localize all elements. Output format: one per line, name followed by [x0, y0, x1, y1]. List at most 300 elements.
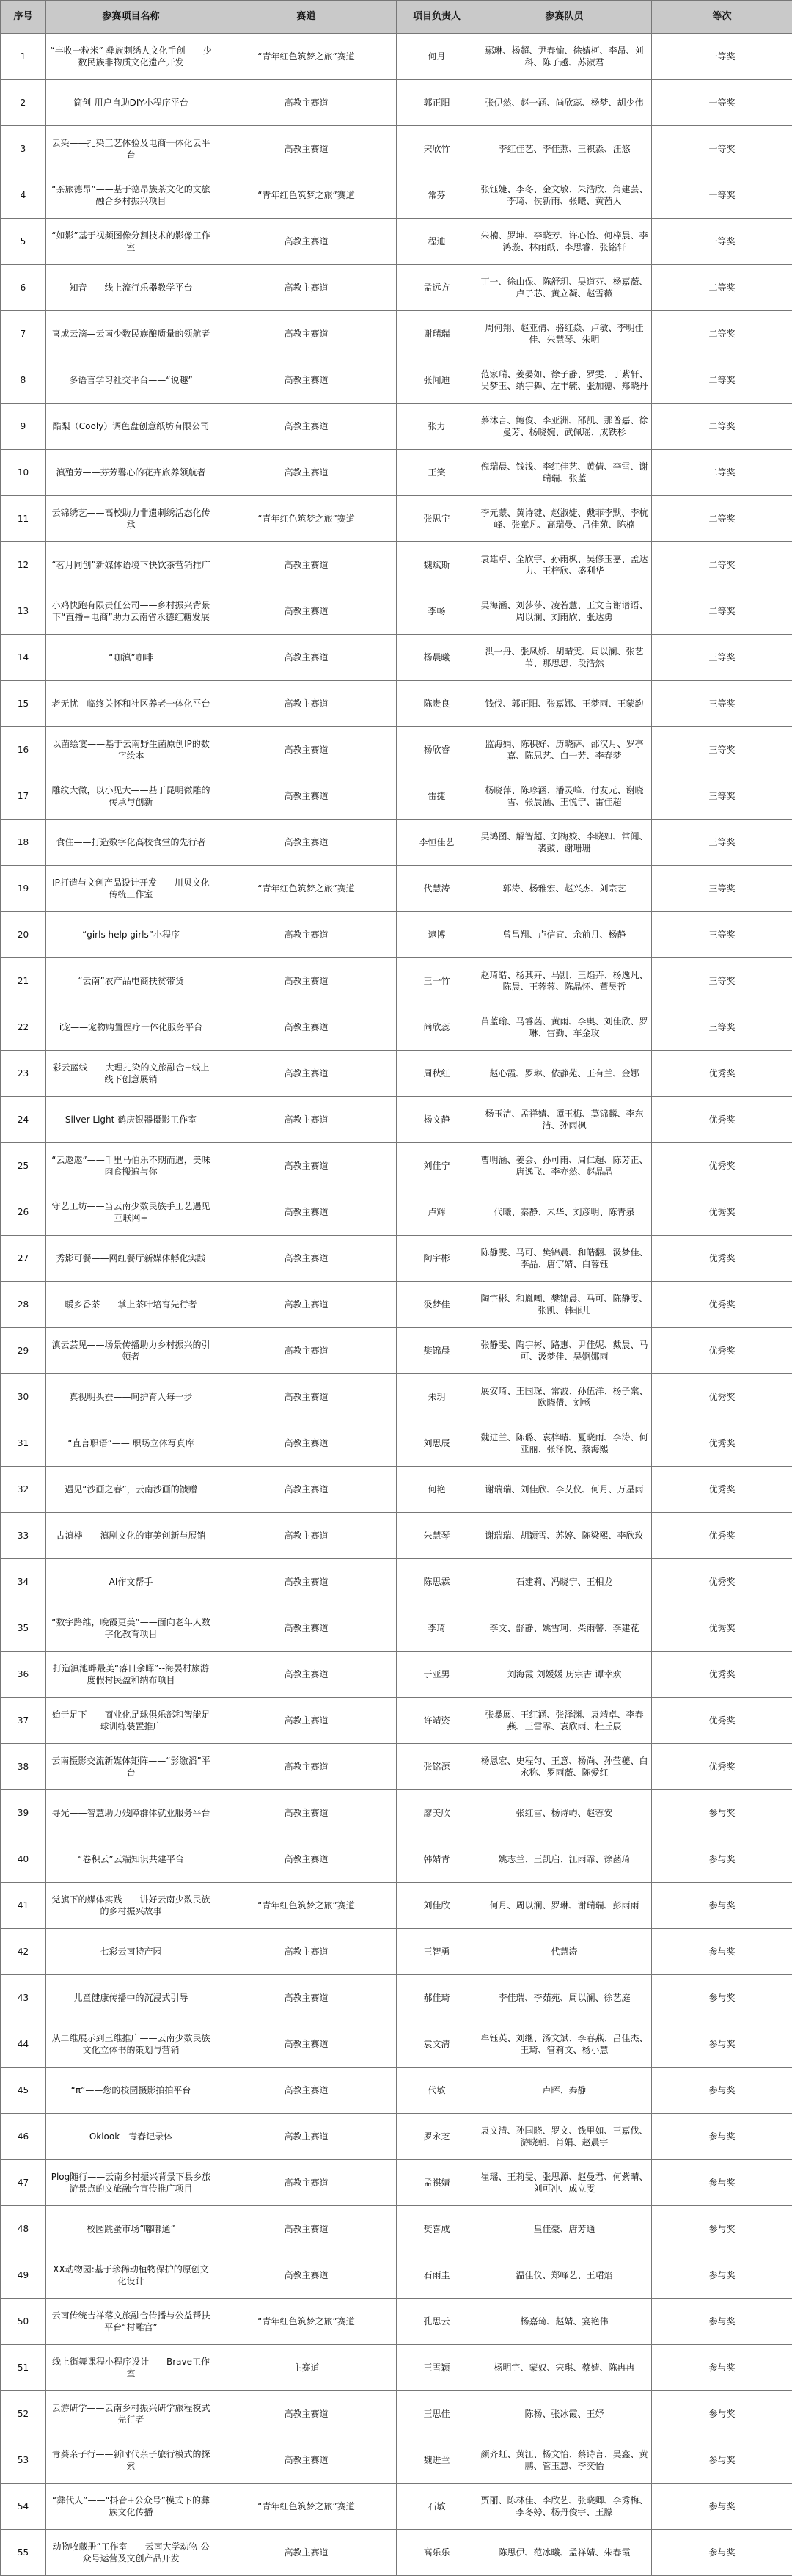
- table-row: [1, 2345, 792, 2391]
- cell-leader: 石雨圭: [397, 2252, 477, 2299]
- cell-track: 高教主赛道: [216, 1374, 397, 1420]
- cell-leader: 周秋红: [397, 1051, 477, 1097]
- cell-project: 筒创-用户自助DIY小程序平台: [46, 80, 216, 126]
- cell-project: 雕纹大微，以小见大——基于昆明微雕的传承与创新: [46, 773, 216, 820]
- cell-award: 参与奖: [652, 1929, 792, 1975]
- cell-award: 优秀奖: [652, 1652, 792, 1698]
- cell-members: 范家瑞、姜晏如、徐子静、罗雯、丁紫轩、吴梦玉、纳宇舞、左丰毓、张加德、郑晓丹: [477, 357, 652, 404]
- cell-award: 优秀奖: [652, 1189, 792, 1236]
- cell-project: “如影”基于视频图像分割技术的影像工作室: [46, 219, 216, 265]
- cell-members: 苗蓝瑜、马睿菡、黄雨、李奥、刘佳欣、罗琳、雷勤、车金玫: [477, 1004, 652, 1051]
- cell-project: 滇殖芳——芬芳馨心的花卉旅养领航者: [46, 450, 216, 496]
- table-row: [1, 1883, 792, 1929]
- cell-track: 高教主赛道: [216, 2206, 397, 2252]
- cell-award: 三等奖: [652, 1004, 792, 1051]
- cell-track: 高教主赛道: [216, 1004, 397, 1051]
- cell-no: 44: [1, 2021, 46, 2068]
- cell-award: 三等奖: [652, 958, 792, 1004]
- cell-leader: 宋欣竹: [397, 126, 477, 172]
- cell-award: 二等奖: [652, 588, 792, 635]
- cell-leader: 朱玥: [397, 1374, 477, 1420]
- cell-no: 22: [1, 1004, 46, 1051]
- cell-no: 46: [1, 2114, 46, 2160]
- table-row: [1, 450, 792, 496]
- cell-project: 青葵亲子行——新时代亲子旅行模式的探索: [46, 2437, 216, 2484]
- table-row: [1, 404, 792, 450]
- cell-members: 杨恩宏、史程匀、王意、杨尚、孙莹夔、白永称、罗雨薇、陈爱红: [477, 1744, 652, 1790]
- table-row: [1, 172, 792, 219]
- cell-track: 高教主赛道: [216, 1097, 397, 1143]
- cell-track: 高教主赛道: [216, 2437, 397, 2484]
- cell-track: 主赛道: [216, 2345, 397, 2391]
- cell-members: 李红佳艺、李佳燕、王祺淼、汪悠: [477, 126, 652, 172]
- cell-project: 真视明头蚕——呵护育人每一步: [46, 1374, 216, 1420]
- table-row: [1, 2068, 792, 2114]
- cell-track: “青年红色筑梦之旅”赛道: [216, 496, 397, 542]
- cell-award: 优秀奖: [652, 1513, 792, 1559]
- cell-project: 云南摄影交流新媒体矩阵——“影缴滔”平台: [46, 1744, 216, 1790]
- cell-leader: 郭正阳: [397, 80, 477, 126]
- cell-award: 参与奖: [652, 2299, 792, 2345]
- cell-no: 16: [1, 727, 46, 773]
- cell-members: 颜齐虹、黄江、杨文怡、蔡诗言、吴鑫、黄鹏、管玉慧、李奕怡: [477, 2437, 652, 2484]
- cell-award: 一等奖: [652, 34, 792, 80]
- cell-track: 高教主赛道: [216, 1420, 397, 1467]
- cell-award: 参与奖: [652, 2206, 792, 2252]
- cell-project: 从二维展示到三维推广——云南少数民族文化立体书的策划与营销: [46, 2021, 216, 2068]
- table-row: [1, 357, 792, 404]
- cell-track: 高教主赛道: [216, 1698, 397, 1744]
- cell-leader: 许靖姿: [397, 1698, 477, 1744]
- cell-no: 54: [1, 2484, 46, 2530]
- cell-project: 守艺工坊——当云南少数民族手工艺遇见互联网+: [46, 1189, 216, 1236]
- cell-leader: 汲梦佳: [397, 1282, 477, 1328]
- cell-no: 30: [1, 1374, 46, 1420]
- cell-project: AI作文帮手: [46, 1559, 216, 1605]
- cell-project: 云南传统吉祥落文旅融合传播与公益帮扶平台“村雕宫”: [46, 2299, 216, 2345]
- cell-members: 钱伐、郭正阳、张嘉娜、王梦雨、王蒙韵: [477, 681, 652, 727]
- cell-award: 优秀奖: [652, 1236, 792, 1282]
- cell-project: “咖滇”咖啡: [46, 635, 216, 681]
- cell-no: 55: [1, 2530, 46, 2576]
- cell-project: 秀影可餐——网红餐厅新媒体孵化实践: [46, 1236, 216, 1282]
- cell-members: 张暴展、王红涵、张泽渊、袁靖卓、李春燕、王雪霏、袁欣雨、杜丘辰: [477, 1698, 652, 1744]
- cell-project: 云锦绣艺——高校助力非遗刺绣活态化传承: [46, 496, 216, 542]
- cell-track: 高教主赛道: [216, 1744, 397, 1790]
- cell-members: 刘海霞 刘媛媛 历宗吉 谭幸欢: [477, 1652, 652, 1698]
- cell-leader: 杨晨曦: [397, 635, 477, 681]
- cell-track: 高教主赛道: [216, 1513, 397, 1559]
- cell-members: 谢瑞瑞、胡颖雪、苏婷、陈梁熙、李欣玫: [477, 1513, 652, 1559]
- cell-leader: 王笑: [397, 450, 477, 496]
- header-no: 序号: [1, 1, 46, 34]
- cell-project: “数字路维，晚霞更美”——面向老年人数字化教育项目: [46, 1605, 216, 1652]
- cell-leader: 魏斌斯: [397, 542, 477, 588]
- cell-members: 朱楠、罗坤、李晓芳、许心怡、何梓晨、李鸿璇、林雨纸、李思睿、张铭轩: [477, 219, 652, 265]
- cell-leader: 陈思霖: [397, 1559, 477, 1605]
- cell-no: 42: [1, 1929, 46, 1975]
- cell-project: 遇见“沙画之春”，云南沙画的馈赠: [46, 1467, 216, 1513]
- cell-track: 高教主赛道: [216, 2068, 397, 2114]
- table-row: [1, 496, 792, 542]
- cell-track: 高教主赛道: [216, 450, 397, 496]
- cell-members: 李元蒙、黄诗键、赵淑婕、戴菲李默、李杭峰、张章凡、高瑞曼、吕佳苑、陈楠: [477, 496, 652, 542]
- cell-no: 28: [1, 1282, 46, 1328]
- cell-track: “青年红色筑梦之旅”赛道: [216, 2484, 397, 2530]
- cell-award: 三等奖: [652, 866, 792, 912]
- cell-no: 27: [1, 1236, 46, 1282]
- table-row: [1, 2484, 792, 2530]
- cell-leader: 韩婧青: [397, 1836, 477, 1883]
- cell-no: 21: [1, 958, 46, 1004]
- cell-track: 高教主赛道: [216, 404, 397, 450]
- table-row: [1, 542, 792, 588]
- cell-track: 高教主赛道: [216, 1467, 397, 1513]
- table-row: [1, 1051, 792, 1097]
- cell-award: 参与奖: [652, 2252, 792, 2299]
- cell-no: 53: [1, 2437, 46, 2484]
- cell-members: 何月、周以澜、罗琳、谢瑞瑞、彭雨雨: [477, 1883, 652, 1929]
- cell-leader: 何艳: [397, 1467, 477, 1513]
- cell-members: 吴鸿图、解智超、刘梅姣、李晓如、常闻、裘鼓、谢珊珊: [477, 820, 652, 866]
- cell-track: 高教主赛道: [216, 1051, 397, 1097]
- cell-members: 温佳仪、郑峰艺、王珺焰: [477, 2252, 652, 2299]
- cell-members: 李佳瑞、李茹苑、周以澜、徐艺庭: [477, 1975, 652, 2021]
- cell-track: 高教主赛道: [216, 542, 397, 588]
- cell-leader: 尚欣蕊: [397, 1004, 477, 1051]
- cell-project: “云南”农产品电商扶贫带货: [46, 958, 216, 1004]
- cell-award: 一等奖: [652, 126, 792, 172]
- cell-leader: 程迪: [397, 219, 477, 265]
- cell-no: 5: [1, 219, 46, 265]
- cell-track: 高教主赛道: [216, 2160, 397, 2206]
- cell-project: 云染——扎染工艺体验及电商一体化云平台: [46, 126, 216, 172]
- cell-no: 12: [1, 542, 46, 588]
- cell-project: “直言职语”—— 职场立体写真库: [46, 1420, 216, 1467]
- cell-members: 皇佳豪、唐芳通: [477, 2206, 652, 2252]
- cell-track: “青年红色筑梦之旅”赛道: [216, 34, 397, 80]
- table-row: [1, 2530, 792, 2576]
- cell-members: 姚志兰、王凯启、江雨霏、徐菡琦: [477, 1836, 652, 1883]
- cell-award: 二等奖: [652, 357, 792, 404]
- cell-track: 高教主赛道: [216, 958, 397, 1004]
- table-row: [1, 2206, 792, 2252]
- cell-project: “卷积云”云端知识共建平台: [46, 1836, 216, 1883]
- cell-leader: 王一竹: [397, 958, 477, 1004]
- cell-project: “茶旅德昂”——基于德昂族茶文化的文旅融合乡村振兴项目: [46, 172, 216, 219]
- cell-project: i宠——宠物购置医疗一体化服务平台: [46, 1004, 216, 1051]
- cell-project: 线上街舞课程小程序设计——Brave工作室: [46, 2345, 216, 2391]
- cell-project: 多语言学习社交平台——“说趣”: [46, 357, 216, 404]
- cell-project: “云遨遨”——千里马伯乐不期而遇，美味肉食搬遍与你: [46, 1143, 216, 1189]
- cell-track: 高教主赛道: [216, 1143, 397, 1189]
- cell-leader: 罗永芝: [397, 2114, 477, 2160]
- table-row: [1, 80, 792, 126]
- cell-award: 参与奖: [652, 2068, 792, 2114]
- cell-award: 优秀奖: [652, 1051, 792, 1097]
- cell-members: 周何翔、赵亚倩、骆红焱、卢敏、李明佳佳、朱慧琴、朱明: [477, 311, 652, 357]
- cell-no: 26: [1, 1189, 46, 1236]
- cell-project: 寻光——智慧助力残障群体就业服务平台: [46, 1790, 216, 1836]
- cell-leader: 张思宇: [397, 496, 477, 542]
- cell-award: 一等奖: [652, 219, 792, 265]
- cell-leader: 杨欣睿: [397, 727, 477, 773]
- cell-track: 高教主赛道: [216, 1975, 397, 2021]
- cell-members: 石建莉、冯晓宁、王相龙: [477, 1559, 652, 1605]
- cell-no: 48: [1, 2206, 46, 2252]
- cell-project: 党旗下的媒体实践——讲好云南少数民族的乡村振兴故事: [46, 1883, 216, 1929]
- cell-award: 三等奖: [652, 727, 792, 773]
- cell-track: 高教主赛道: [216, 1189, 397, 1236]
- table-row: [1, 1559, 792, 1605]
- cell-members: 杨晓萍、陈珍涵、潘灵峰、付友元、谢晓雪、张晨涵、王悦宁、雷佳超: [477, 773, 652, 820]
- cell-award: 优秀奖: [652, 1282, 792, 1328]
- cell-award: 二等奖: [652, 404, 792, 450]
- cell-award: 参与奖: [652, 1975, 792, 2021]
- table-row: [1, 1975, 792, 2021]
- table-row: [1, 1236, 792, 1282]
- table-row: [1, 866, 792, 912]
- cell-leader: 刘思辰: [397, 1420, 477, 1467]
- cell-leader: 王雪颖: [397, 2345, 477, 2391]
- cell-project: 校园跳蚤市场“嘟嘟通”: [46, 2206, 216, 2252]
- cell-award: 优秀奖: [652, 1744, 792, 1790]
- cell-project: Oklook—青春记录体: [46, 2114, 216, 2160]
- cell-no: 6: [1, 265, 46, 311]
- table-row: [1, 681, 792, 727]
- cell-leader: 魏进兰: [397, 2437, 477, 2484]
- cell-no: 32: [1, 1467, 46, 1513]
- cell-leader: 李畅: [397, 588, 477, 635]
- cell-members: 吴海涵、刘莎莎、凌若慧、王文言谢谱语、周以澜、刘雨欣、张达勇: [477, 588, 652, 635]
- cell-award: 参与奖: [652, 2484, 792, 2530]
- cell-no: 29: [1, 1328, 46, 1374]
- cell-members: 张红雪、杨诗屿、赵蓉安: [477, 1790, 652, 1836]
- cell-project: IP打造与文创产品设计开发——川贝文化传统工作室: [46, 866, 216, 912]
- table-row: [1, 1790, 792, 1836]
- cell-no: 51: [1, 2345, 46, 2391]
- cell-leader: 高乐乐: [397, 2530, 477, 2576]
- cell-leader: 李恒佳艺: [397, 820, 477, 866]
- cell-project: Silver Light 鹤庆银器摄影工作室: [46, 1097, 216, 1143]
- cell-members: 李文、舒静、姚雪珂、柴雨馨、李建花: [477, 1605, 652, 1652]
- cell-award: 参与奖: [652, 2345, 792, 2391]
- cell-no: 41: [1, 1883, 46, 1929]
- cell-track: 高教主赛道: [216, 681, 397, 727]
- cell-project: 老无忧—临终关怀和社区养老一体化平台: [46, 681, 216, 727]
- cell-no: 38: [1, 1744, 46, 1790]
- table-row: [1, 126, 792, 172]
- cell-project: 食住——打造数字化高校食堂的先行者: [46, 820, 216, 866]
- table-row: [1, 912, 792, 958]
- cell-award: 参与奖: [652, 1883, 792, 1929]
- cell-leader: 代敏: [397, 2068, 477, 2114]
- table-row: [1, 1374, 792, 1420]
- cell-track: 高教主赛道: [216, 773, 397, 820]
- cell-members: 卢晖、秦静: [477, 2068, 652, 2114]
- cell-project: 以菌绘宴——基于云南野生菌原创IP的数字绘本: [46, 727, 216, 773]
- cell-no: 47: [1, 2160, 46, 2206]
- table-row: [1, 2021, 792, 2068]
- cell-no: 24: [1, 1097, 46, 1143]
- cell-members: 陈静雯、马可、樊锦晨、和皓翻、汲梦佳、李晶、唐宁婧、白蓉钰: [477, 1236, 652, 1282]
- cell-no: 10: [1, 450, 46, 496]
- cell-track: 高教主赛道: [216, 1652, 397, 1698]
- cell-leader: 袁文清: [397, 2021, 477, 2068]
- header-leader: 项目负责人: [397, 1, 477, 34]
- table-row: [1, 2114, 792, 2160]
- cell-project: 儿童健康传播中的沉浸式引导: [46, 1975, 216, 2021]
- cell-leader: 李琦: [397, 1605, 477, 1652]
- cell-project: 打造滇池畔最美“落日余晖”--海晏村旅游度假村民盈和纳布项目: [46, 1652, 216, 1698]
- cell-leader: 陈贵良: [397, 681, 477, 727]
- cell-award: 参与奖: [652, 2021, 792, 2068]
- cell-award: 优秀奖: [652, 1143, 792, 1189]
- cell-project: Plog随行——云南乡村振兴背景下县乡旅游景点的文旅融合宣传推广项目: [46, 2160, 216, 2206]
- header-project: 参赛项目名称: [46, 1, 216, 34]
- table-row: [1, 727, 792, 773]
- cell-project: 喜成云滴—云南少数民族酿质量的领航者: [46, 311, 216, 357]
- cell-award: 参与奖: [652, 1836, 792, 1883]
- cell-track: 高教主赛道: [216, 1236, 397, 1282]
- cell-leader: 常芬: [397, 172, 477, 219]
- table-row: [1, 1328, 792, 1374]
- cell-members: 魏进兰、陈璐、袁梓晴、夏晓雨、李涛、何亚丽、张泽悦、蔡海熙: [477, 1420, 652, 1467]
- cell-leader: 郝佳琦: [397, 1975, 477, 2021]
- cell-leader: 孔思云: [397, 2299, 477, 2345]
- cell-track: 高教主赛道: [216, 2530, 397, 2576]
- cell-members: 陈思伊、范冰曦、孟祥婧、朱春霞: [477, 2530, 652, 2576]
- cell-award: 一等奖: [652, 172, 792, 219]
- cell-award: 优秀奖: [652, 1097, 792, 1143]
- cell-award: 二等奖: [652, 311, 792, 357]
- table-row: [1, 1189, 792, 1236]
- cell-members: 监海娟、陈积好、历晓萨、邵汉月、罗亭嘉、陈思艺、白一芳、李春梦: [477, 727, 652, 773]
- cell-no: 52: [1, 2391, 46, 2437]
- cell-members: 代曦、秦静、未华、刘彦明、陈青泉: [477, 1189, 652, 1236]
- cell-leader: 王思佳: [397, 2391, 477, 2437]
- cell-track: 高教主赛道: [216, 1328, 397, 1374]
- table-row: [1, 34, 792, 80]
- cell-leader: 廖美欣: [397, 1790, 477, 1836]
- cell-award: 二等奖: [652, 450, 792, 496]
- cell-leader: 逮博: [397, 912, 477, 958]
- cell-no: 25: [1, 1143, 46, 1189]
- cell-no: 3: [1, 126, 46, 172]
- cell-track: 高教主赛道: [216, 1559, 397, 1605]
- cell-track: 高教主赛道: [216, 2391, 397, 2437]
- cell-award: 优秀奖: [652, 1328, 792, 1374]
- header-award: 等次: [652, 1, 792, 34]
- cell-no: 7: [1, 311, 46, 357]
- cell-leader: 刘佳宁: [397, 1143, 477, 1189]
- cell-award: 参与奖: [652, 2391, 792, 2437]
- cell-award: 三等奖: [652, 635, 792, 681]
- table-row: [1, 773, 792, 820]
- cell-members: 郭涛、杨雅宏、赵兴杰、刘宗艺: [477, 866, 652, 912]
- cell-project: 古滇桦——滇剧文化的审美创新与展销: [46, 1513, 216, 1559]
- table-row: [1, 1652, 792, 1698]
- cell-award: 三等奖: [652, 912, 792, 958]
- cell-track: 高教主赛道: [216, 2021, 397, 2068]
- cell-project: XX动物园:基于珍稀动植物保护的原创文化设计: [46, 2252, 216, 2299]
- cell-no: 17: [1, 773, 46, 820]
- cell-track: 高教主赛道: [216, 357, 397, 404]
- cell-track: 高教主赛道: [216, 219, 397, 265]
- cell-project: “丰收一粒米” 彝族刺绣人文化手创——少数民族非物质文化遗产开发: [46, 34, 216, 80]
- table-row: [1, 2437, 792, 2484]
- table-row: [1, 1004, 792, 1051]
- cell-award: 优秀奖: [652, 1605, 792, 1652]
- cell-leader: 石敏: [397, 2484, 477, 2530]
- cell-leader: 张力: [397, 404, 477, 450]
- cell-no: 1: [1, 34, 46, 80]
- cell-no: 14: [1, 635, 46, 681]
- cell-award: 优秀奖: [652, 1420, 792, 1467]
- table-row: [1, 1467, 792, 1513]
- cell-members: 蔡沐言、鲍俊、李亚洲、邵凯、那普嘉、徐曼芳、杨晓婉、武佩瑶、成铁杉: [477, 404, 652, 450]
- cell-award: 优秀奖: [652, 1467, 792, 1513]
- cell-leader: 刘佳欣: [397, 1883, 477, 1929]
- cell-track: 高教主赛道: [216, 2252, 397, 2299]
- table-row: [1, 1836, 792, 1883]
- cell-members: 鄢琳、杨超、尹春愉、徐婧柯、李昂、刘科、陈子越、苏淑君: [477, 34, 652, 80]
- table-row: [1, 1744, 792, 1790]
- cell-no: 34: [1, 1559, 46, 1605]
- cell-award: 二等奖: [652, 265, 792, 311]
- cell-no: 39: [1, 1790, 46, 1836]
- header-track: 赛道: [216, 1, 397, 34]
- cell-track: 高教主赛道: [216, 1929, 397, 1975]
- cell-leader: 张闻迪: [397, 357, 477, 404]
- table-row: [1, 265, 792, 311]
- cell-project: “π”——您的校园摄影拍拍平台: [46, 2068, 216, 2114]
- header-row: [1, 1, 792, 34]
- table-row: [1, 1143, 792, 1189]
- cell-members: 丁一、徐山保、陈舒玥、吴道芬、杨嘉薇、卢子芯、黄立凝、赵雪薇: [477, 265, 652, 311]
- cell-track: 高教主赛道: [216, 311, 397, 357]
- cell-track: 高教主赛道: [216, 635, 397, 681]
- cell-no: 8: [1, 357, 46, 404]
- cell-track: 高教主赛道: [216, 126, 397, 172]
- cell-members: 曹明涵、姜会、孙可雨、周仁超、陈芳正、唐逸飞、李亦然、赵晶晶: [477, 1143, 652, 1189]
- cell-award: 参与奖: [652, 2114, 792, 2160]
- cell-no: 18: [1, 820, 46, 866]
- cell-members: 赵琦皓、杨其卉、马凯、王焰卉、杨逸凡、陈晨、王蓉蓉、陈晶怀、董昊哲: [477, 958, 652, 1004]
- cell-leader: 陶宇彬: [397, 1236, 477, 1282]
- cell-project: “girls help girls”小程序: [46, 912, 216, 958]
- cell-leader: 樊锦晨: [397, 1328, 477, 1374]
- cell-track: “青年红色筑梦之旅”赛道: [216, 1883, 397, 1929]
- cell-track: “青年红色筑梦之旅”赛道: [216, 866, 397, 912]
- table-row: [1, 311, 792, 357]
- cell-project: 七彩云南特产园: [46, 1929, 216, 1975]
- cell-track: 高教主赛道: [216, 1790, 397, 1836]
- cell-project: 酷梨（Cooly）调色盘创意纸坊有限公司: [46, 404, 216, 450]
- cell-members: 张静雯、陶宇彬、路惠、尹佳妮、戴晨、马可、汲梦佳、吴婀娜雨: [477, 1328, 652, 1374]
- cell-leader: 雷捷: [397, 773, 477, 820]
- cell-award: 优秀奖: [652, 1374, 792, 1420]
- cell-track: “青年红色筑梦之旅”赛道: [216, 2299, 397, 2345]
- cell-track: 高教主赛道: [216, 80, 397, 126]
- cell-project: 始于足下——商业化足球俱乐部和智能足球训练装置推广: [46, 1698, 216, 1744]
- cell-leader: 杨文静: [397, 1097, 477, 1143]
- cell-leader: 孟祺婧: [397, 2160, 477, 2206]
- cell-leader: 代慧涛: [397, 866, 477, 912]
- table-row: [1, 1929, 792, 1975]
- cell-no: 13: [1, 588, 46, 635]
- cell-members: 袁文清、孙国晓、罗文、钱里如、王嘉伐、游晓朝、肖娟、赵晨宇: [477, 2114, 652, 2160]
